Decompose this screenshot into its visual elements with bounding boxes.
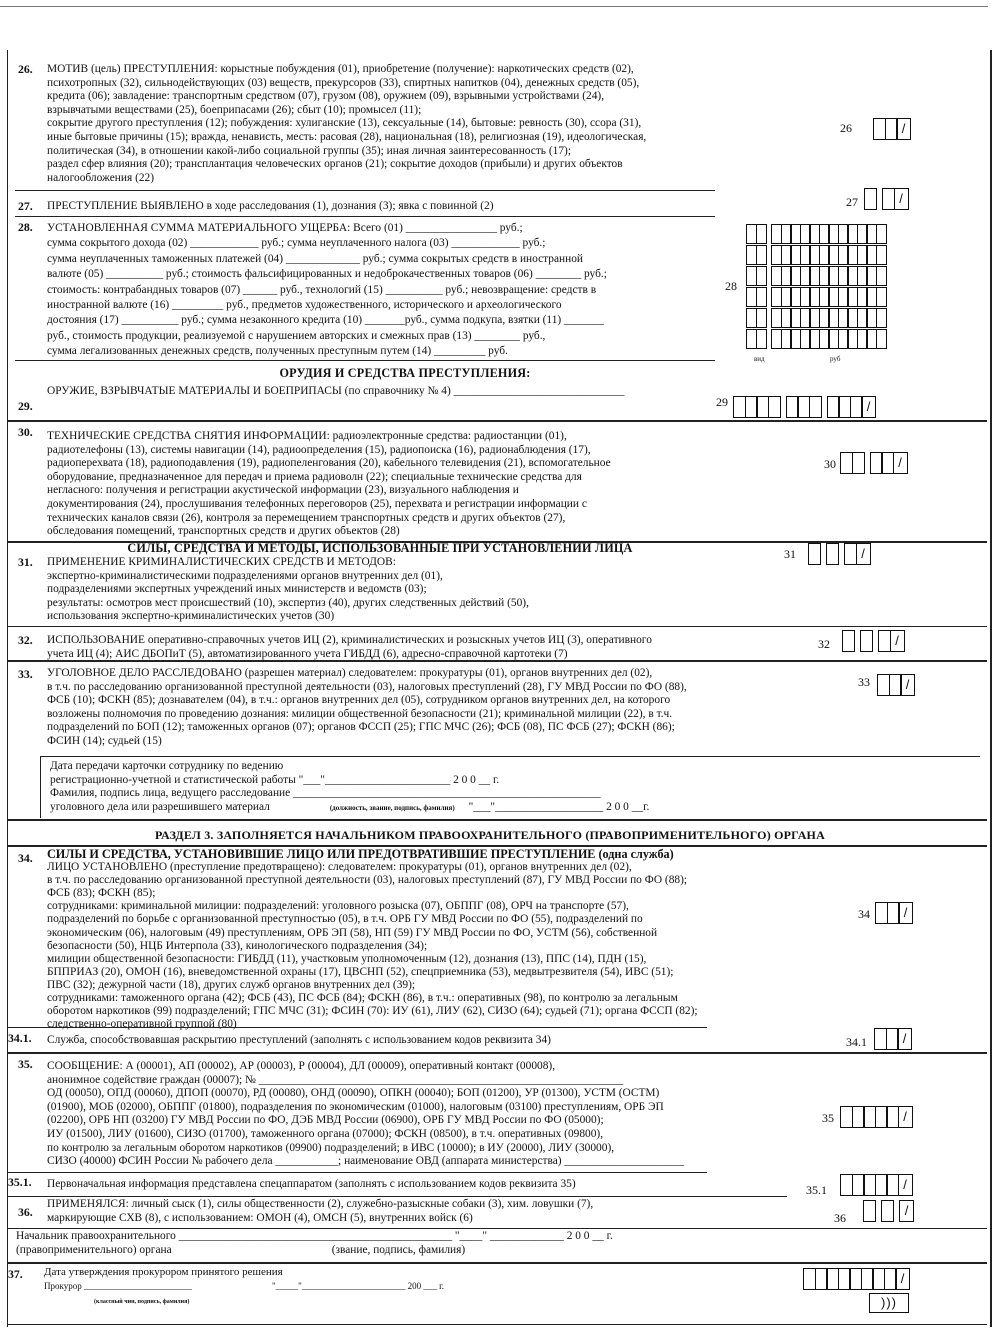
field-34-code-label: 34 bbox=[858, 907, 870, 921]
section-3-heading: РАЗДЕЛ 3. ЗАПОЛНЯЕТСЯ НАЧАЛЬНИКОМ ПРАВООХРАНИТЕЛЬНОГО (ПРАВОПРИМЕНИТЕЛЬНОГО) ОРГАНА bbox=[155, 828, 825, 842]
field-32-text: ИСПОЛЬЗОВАНИЕ оперативно-справочных учетов ИЦ (2), криминалистических и розыскных учетов ИЦ (3), оперативного учета ИЦ (4); АИС ДБОПиТ (5), автоматизированного учета ГИБДД (6), адресно-справочной картотеки (7) bbox=[47, 634, 652, 660]
field-31-code-label: 31 bbox=[784, 547, 796, 561]
field-27-code-boxes[interactable]: / bbox=[864, 188, 909, 210]
divider bbox=[7, 1027, 707, 1028]
field-33-number: 33. bbox=[18, 667, 33, 681]
field-31-number: 31. bbox=[18, 555, 33, 569]
field-28-number: 28. bbox=[18, 220, 33, 234]
field-36-code-boxes[interactable]: / bbox=[863, 1200, 914, 1222]
field-35-number: 35. bbox=[18, 1057, 33, 1071]
field-35-1-code-label: 35.1 bbox=[806, 1183, 827, 1197]
chief-signature-block: Начальник правоохранительного ________________________________________________ "____" _____________ 2 0 0 __ г. (правоприменительного) органа (звание, подпись, фамилия) bbox=[16, 1230, 613, 1256]
divider bbox=[7, 1052, 987, 1054]
bottom-border bbox=[7, 1324, 987, 1325]
divider bbox=[7, 420, 987, 422]
field-30-code-label: 30 bbox=[824, 457, 836, 471]
field-28-text: УСТАНОВЛЕННАЯ СУММА МАТЕРИАЛЬНОГО УЩЕРБА: Всего (01) ________________ руб.; сумма сокрытого дохода (02) ____________ руб.; сумма неуплаченного налога (03) ____________ руб.; сумма неуплаченных таможенных платежей (04) _____________ руб.; сумма сокрытых средств в иностранной валюте (05) __________ руб.; стоимость фальсифицированных и недоброкачественных товаров (06) ________ руб.; стоимость: контрабандных товаров (07) ______ руб., технологий (15) __________ руб.; невозвращение: средств в иностранной валюте (16) _________ руб., предметов художественного, исторического и археологического достояния (17) __________ руб.; сумма незаконного кредита (10) _______руб., сумма подкупа, взятки (11) _______ руб., стоимость продукции, реализуемой с нарушением авторских и смежных прав (13) ________ руб., сумма легализованных денежных средств, полученных преступным путем (14) _________ руб. bbox=[47, 222, 607, 358]
divider bbox=[15, 190, 715, 191]
field-29-text: ОРУЖИЕ, ВЗРЫВЧАТЫЕ МАТЕРИАЛЫ И БОЕПРИПАСЫ (по справочнику № 4) ______________________________ bbox=[47, 385, 625, 397]
field-33-code-boxes[interactable]: / bbox=[877, 674, 915, 696]
field-35-text: СООБЩЕНИЕ: А (00001), АП (00002), АР (00003), Р (00004), ДЛ (00009), оперативный контакт (00008), анонимное содействие граждан (00007); № ________________________________________________________________ ОД (00050), ОПД (00060), ДПОП (00070), РД (00080), ОНД (00090), ОПКН (00040); БОП (01200), УР (01300), УСТМ (ОСТМ) (01900), МОБ (02000), ОБППГ (01800), подразделения по экономическим (01000), налоговым (03100) преступлениям, ОРБ ЭП (02200), ОРБ НП (03200) ГУ МВД России по ФО, ДЭБ МВД России (06900), ОРБ ГУ МВД России по ФО (05000); ИУ (01500), ЛИУ (01600), СИЗО (01700), таможенного органа (07000); ФСКН (08500), в т.ч. оперативных (09800), по контролю за легальным оборотом наркотиков (09900) подразделений; в ИВС (10000); в ИУ (20000), ЛИУ (30000), СИЗО (40000) ФСИН России № рабочего дела ___________; наименование ОВД (аппарата министерства) _____________________ bbox=[47, 1060, 685, 1168]
divider bbox=[7, 1172, 707, 1173]
field-36-number: 36. bbox=[18, 1205, 33, 1219]
field-29-code-boxes[interactable]: / bbox=[733, 396, 876, 418]
field-35-1-text: Первоначальная информация представлена спецаппаратом (заполнять с использованием кодов реквизита 35) bbox=[47, 1178, 576, 1190]
divider bbox=[7, 660, 987, 662]
field-27-number: 27. bbox=[18, 199, 33, 213]
field-37-code-boxes[interactable]: / bbox=[803, 1268, 910, 1290]
field-26-code-boxes[interactable]: / bbox=[873, 118, 911, 140]
field-30-code-boxes[interactable]: / bbox=[840, 452, 908, 474]
field-33-date-block: Дата передачи карточки сотруднику по ведению регистрационно-учетной и статистической работы "___"______________________ 2 0 0 __ г. Фамилия, подпись лица, ведущего расследование ______________________________________________________ уголовного дела или разрешившего материал (должность, звание, подпись, фамилия) "___"___________________ 2 0 0 __г. bbox=[50, 760, 650, 813]
field-26-code-label: 26 bbox=[840, 121, 852, 135]
field-30-number: 30. bbox=[18, 425, 33, 439]
field-27-text: ПРЕСТУПЛЕНИЕ ВЫЯВЛЕНО в ходе расследования (1), дознания (3); явка с повинной (2) bbox=[47, 200, 494, 212]
field-35-code-boxes[interactable]: / bbox=[840, 1106, 913, 1128]
field-33-code-label: 33 bbox=[858, 675, 870, 689]
field-32-code-label: 32 bbox=[818, 637, 830, 651]
field-36-text: ПРИМЕНЯЛСЯ: личный сыск (1), силы общественности (2), служебно-разыскные собаки (3), хим. ловушки (7), маркирующие СХВ (8), с использованием: ОМОН (4), ОМСН (5), внутренних войск (6) bbox=[47, 1198, 594, 1224]
field-34-code-boxes[interactable]: / bbox=[875, 902, 913, 924]
field-34-1-text: Служба, способствовавшая раскрытию преступлений (заполнять с использованием кодов реквизита 34) bbox=[47, 1034, 551, 1046]
divider bbox=[7, 1262, 987, 1264]
field-29-code-label: 29 bbox=[716, 395, 728, 409]
field-34-1-number: 34.1. bbox=[8, 1031, 32, 1045]
field-34-1-code-boxes[interactable]: / bbox=[874, 1028, 912, 1050]
field-35-code-label: 35 bbox=[822, 1111, 834, 1125]
divider bbox=[7, 626, 987, 627]
field-33-text: УГОЛОВНОЕ ДЕЛО РАССЛЕДОВАНО (разрешен материал) следователем: прокуратуры (01), органов внутренних дел (02), в т.ч. по расследованию организованной преступной деятельности (03), налоговых преступлений (28), ГУ МВД России по ФО (88), ФСБ (10); ФСКН (85); дознавателем (04), в т.ч.: органов внутренних дел (05), сотрудником органов внутренних дел, на которого возложены полномочия по проведению дознания: милиции общественной безопасности (21); криминальной милиции (22), в т.ч. подразделений по БОП (12); таможенных органов (07); органов ФССП (25); ГПС МЧС (26); ФСБ (08), ПС ФСБ (27); ФСКН (86); ФСИН (14); судьей (15) bbox=[47, 667, 687, 747]
field-28-rub-caption: руб bbox=[830, 355, 841, 363]
field-34-number: 34. bbox=[18, 851, 33, 865]
field-26-text: МОТИВ (цель) ПРЕСТУПЛЕНИЯ: корыстные побуждения (01), приобретение (получение): наркотических средств (02), психотропных (32), сильнодействующих (03) веществ, прекурсоров (33), спиртных напитков (04), денежных средств (05), кредита (06); завладение: транспортным средством (07), грузом (08), оружием (09), взрывными устройствами (24), взрывчатыми веществами (25), боеприпасами (26); сбыт (10); промысел (11); сокрытие другого преступления (12); побуждения: хулиганские (13), сексуальные (14), бытовые: ревность (30), ссора (31), иные бытовые причины (15); вражда, ненависть, месть: расовая (28), национальная (18), религиозная (19), идеологическая, политическая (34), в отношении какой-либо социальной группы (35); иная личная заинтересованность (17); раздел сфер влияния (20); трансплантация человеческих органов (21); сокрытие доходов (прибыли) и других объектов налогообложения (22) bbox=[47, 63, 647, 184]
field-36-code-label: 36 bbox=[834, 1211, 846, 1225]
field-32-code-boxes[interactable]: / bbox=[842, 630, 905, 652]
divider bbox=[7, 1196, 787, 1197]
date-block-border bbox=[40, 756, 41, 818]
field-34-1-code-label: 34.1 bbox=[846, 1035, 867, 1049]
field-37-number: 37. bbox=[8, 1267, 23, 1281]
field-35-1-number: 35.1. bbox=[8, 1175, 32, 1189]
divider bbox=[7, 819, 987, 821]
field-28-code-label: 28 bbox=[725, 279, 737, 293]
field-37-text: Дата утверждения прокурором принятого решения Прокурор ________________________ "_____"_______________________ 200 ___ г. (классный чин, подпись, фамилия) bbox=[44, 1266, 445, 1306]
field-37-marks: ))) bbox=[869, 1293, 909, 1313]
divider bbox=[15, 360, 715, 361]
divider bbox=[15, 216, 715, 217]
divider bbox=[40, 756, 980, 757]
divider bbox=[7, 1228, 987, 1229]
field-26-number: 26. bbox=[18, 62, 33, 76]
field-28-vid-caption: вид bbox=[754, 355, 765, 363]
field-31-code-boxes[interactable]: / bbox=[808, 543, 871, 565]
field-30-text: ТЕХНИЧЕСКИЕ СРЕДСТВА СНЯТИЯ ИНФОРМАЦИИ: радиоэлектронные средства: радиостанции (01), радиотелефоны (13), системы навигации (14), радиоопределения (15), радиопоиска (16), радионаблюдения (17), радиоперехвата (18), радиоподавления (19), радиопеленгования (20), кабельного телевидения (21), вспомогательное оборудование, предназначенное для передач и приема радиоволн (22); специальные технические средства для негласного: получения и регистрации акустической информации (23), визуального наблюдения и документирования (24), прослушивания телефонных переговоров (25), перехвата и регистрации информации с технических каналов связи (26), контроля за перемещением транспортных средств и других объектов (27), обследования помещений, транспортных средств и других объектов (28) bbox=[47, 430, 611, 538]
field-31-heading: СИЛЫ, СРЕДСТВА И МЕТОДЫ, ИСПОЛЬЗОВАННЫЕ ПРИ УСТАНОВЛЕНИИ ЛИЦА bbox=[127, 541, 633, 555]
field-32-number: 32. bbox=[18, 633, 33, 647]
top-border bbox=[0, 6, 988, 7]
field-31-text: ПРИМЕНЕНИЕ КРИМИНАЛИСТИЧЕСКИХ СРЕДСТВ И МЕТОДОВ: экспертно-криминалистическими подразделениями органов внутренних дел (01), подразделениями экспертных учреждений иных министерств и ведомств (03); результаты: осмотров мест происшествий (10), экспертиз (40), других следственных действий (50), использования экспертно-криминалистических учетов (30) bbox=[47, 556, 529, 623]
tools-heading: ОРУДИЯ И СРЕДСТВА ПРЕСТУПЛЕНИЯ: bbox=[279, 366, 531, 380]
field-29-number: 29. bbox=[18, 399, 33, 413]
field-34-text: СИЛЫ И СРЕДСТВА, УСТАНОВИВШИЕ ЛИЦО ИЛИ ПРЕДОТВРАТИВШИЕ ПРЕСТУПЛЕНИЕ (одна служба) ЛИЦО УСТАНОВЛЕНО (преступление предотвращено): следователем: прокуратуры (01), органов внутренних дел (02), в т.ч. по расследованию организованной преступной деятельности (03), налоговых преступлений (87), ГУ МВД России по ФО (88); ФСБ (83); ФСКН (85); сотрудниками: криминальной милиции: подразделений: уголовного розыска (07), ОБППГ (08), ОРЧ на транспорте (57), подразделений по борьбе с организованной преступностью (05), в т.ч. ОРБ ГУ МВД России по ФО (55), подразделений по экономическим (06), налоговым (49) преступлениям, ОРБ ЭП (58), НП (59) ГУ МВД России по ФО, УСТМ (56), собственной безопасности (50), НЦБ Интерпола (33), кинологического подразделения (34); милиции общественной безопасности: ГИБДД (11), участковым уполномоченным (12), дознания (13), ППС (14), ПДН (15), БППРИАЗ (20), ОМОН (16), вневедомственной охраны (17), ЦВСНП (52), спецприемника (53), медвытрезвителя (54), ИВС (51); ПВС (32); дежурной части (18), других служб органов внутренних дел (39); сотрудниками: таможенного органа (42); ФСБ (43), ПС ФСБ (84); ФСКН (86), в т.ч.: оперативных (98), по контролю за легальным оборотом наркотиков (99) подразделений; ГПС МЧС (31); ФСИН (70): ИУ (61), ЛИУ (62), СИЗО (64); судьей (71); органа ФССП (82); следственно-оперативной группой (80) bbox=[47, 847, 698, 1031]
field-28-grid[interactable] bbox=[746, 224, 885, 350]
field-35-1-code-boxes[interactable]: / bbox=[840, 1174, 913, 1196]
field-27-code-label: 27 bbox=[846, 195, 858, 209]
